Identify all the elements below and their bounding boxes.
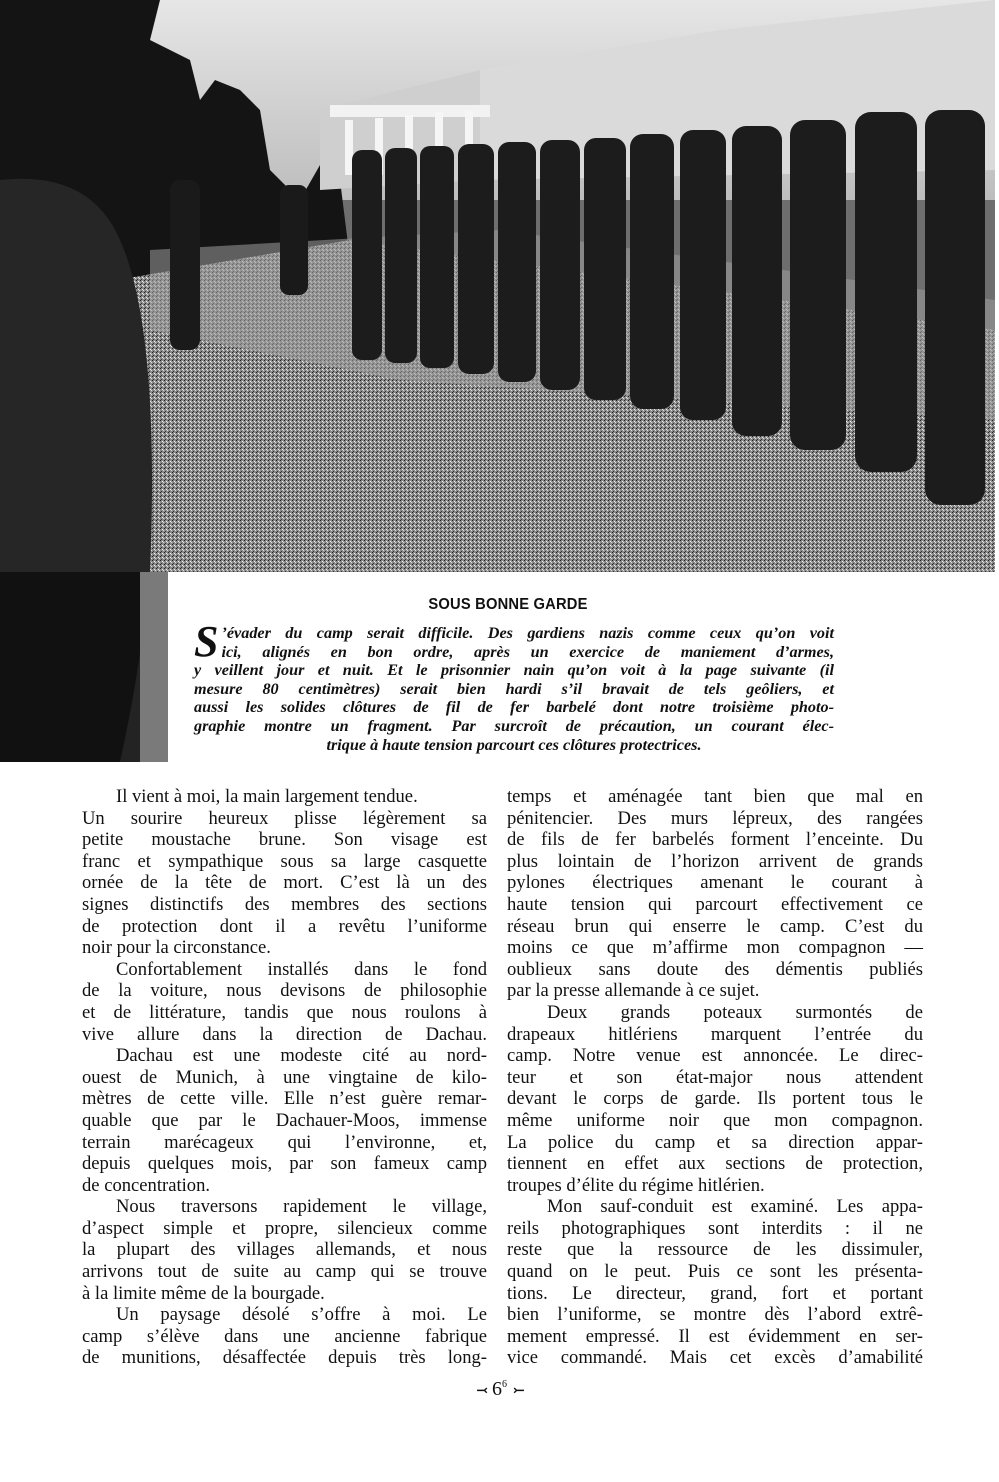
guards-photograph-left-edge bbox=[0, 572, 168, 762]
text-line: vice commandé. Mais cet excès d’amabilité bbox=[507, 1347, 923, 1369]
page-number-superscript: 6 bbox=[502, 1379, 507, 1390]
text-line: Un sourire heureux plisse légèrement sa bbox=[82, 807, 487, 829]
text-line: Confortablement installés dans le fond bbox=[116, 958, 487, 980]
caption-line: graphie montre un fragment. Par surcroît de précaution, un courant élec- bbox=[194, 716, 834, 735]
text-line: Deux grands poteaux surmontés de bbox=[547, 1001, 923, 1023]
page-number bbox=[0, 1378, 999, 1401]
text-line: de fils de fer barbelés forment l’enceinte. Du bbox=[507, 829, 923, 851]
guards-photograph bbox=[0, 0, 995, 572]
text-line: reste que la ressource de les dissimuler, bbox=[507, 1239, 923, 1261]
text-line: haute tension qui parcourt effectivement ce bbox=[507, 893, 923, 915]
text-line: terrain marécageux qui l’environne, et, bbox=[82, 1131, 487, 1153]
text-line: drapeaux hitlériens marquent l’entrée du bbox=[507, 1023, 923, 1045]
caption-line: ’évader du camp serait difficile. Des gardiens nazis comme ceux qu’on voit bbox=[221, 624, 834, 642]
caption-line: aussi les solides clôtures de fil de fer barbelé dont notre troisième photo- bbox=[194, 698, 834, 717]
text-line: pylones électriques amenant le courant à bbox=[507, 872, 923, 894]
text-line: petite moustache brune. Son visage est bbox=[82, 829, 487, 851]
text-line: troupes d’élite du régime hitlérien. bbox=[507, 1174, 765, 1196]
text-line: noir pour la circonstance. bbox=[82, 937, 271, 959]
text-line: vive allure dans la direction de Dachau. bbox=[82, 1023, 487, 1045]
text-line: plus lointain de l’horizon arrivent de grands bbox=[507, 850, 923, 872]
photograph-icon bbox=[0, 0, 995, 572]
text-line: reils photographiques sont interdits : il ne bbox=[507, 1217, 923, 1239]
text-line: Il vient à moi, la main largement tendue. bbox=[116, 786, 418, 807]
text-line: arrivons tout de suite au camp qui se trouve bbox=[82, 1261, 487, 1283]
text-line: de la voiture, nous devisons de philosophie bbox=[82, 980, 487, 1002]
text-line: franc et sympathique sous sa large casquette bbox=[82, 850, 487, 872]
text-line: ornée de la tête de mort. C’est là un des bbox=[82, 872, 487, 894]
text-line: quable que par le Dachauer-Moos, immense bbox=[82, 1109, 487, 1131]
caption-title: SOUS BONNE GARDE bbox=[428, 596, 588, 613]
photograph-icon bbox=[0, 572, 168, 762]
text-line: camp s’élève dans une ancienne fabrique bbox=[82, 1325, 487, 1347]
text-line: de concentration. bbox=[82, 1174, 211, 1196]
text-line: camp. Notre venue est annoncée. Le direc- bbox=[507, 1045, 923, 1067]
text-line: temps et aménagée tant bien que mal en bbox=[507, 786, 923, 807]
text-line: signes distinctifs des membres des sections bbox=[82, 893, 487, 915]
text-line: Dachau est une modeste cité au nord- bbox=[116, 1045, 487, 1067]
text-line: La police du camp et sa direction appar- bbox=[507, 1131, 923, 1153]
text-line: Un paysage désolé s’offre à moi. Le bbox=[116, 1304, 487, 1326]
text-line: même uniforme noir que mon compagnon. bbox=[507, 1109, 923, 1131]
text-line: réseau brun qui enserre le camp. C’est du bbox=[507, 915, 923, 937]
text-line: Mon sauf-conduit est examiné. Les appa- bbox=[547, 1196, 923, 1218]
page-number-value: 6 bbox=[492, 1378, 502, 1400]
text-line: la plupart des villages allemands, et nous bbox=[82, 1239, 487, 1261]
text-line: d’aspect simple et propre, silencieux comme bbox=[82, 1217, 487, 1239]
caption-line: ici, alignés en bon ordre, après un exercice de maniement d’armes, bbox=[221, 642, 834, 661]
text-line: tiennent en effet aux sections de protection, bbox=[507, 1153, 923, 1175]
caption-line: trique à haute tension parcourt ces clôtures protectrices. bbox=[326, 735, 702, 754]
text-line: depuis quelques mois, par son fameux camp bbox=[82, 1153, 487, 1175]
ornament-right-icon: ⤚ bbox=[513, 1384, 523, 1399]
text-line: de protection dont il a revêtu l’uniforme bbox=[82, 915, 487, 937]
text-line: pénitencier. Des murs lépreux, des rangées bbox=[507, 807, 923, 829]
text-line: devant le corps de garde. Ils portent tous le bbox=[507, 1088, 923, 1110]
article-column-left bbox=[82, 786, 487, 1369]
text-line: de munitions, désaffectée depuis très long- bbox=[82, 1347, 487, 1369]
text-line: Nous traversons rapidement le village, bbox=[116, 1196, 487, 1218]
text-line: et de littérature, tandis que nous roulons à bbox=[82, 1001, 487, 1023]
drop-cap: S bbox=[194, 617, 219, 666]
photo-caption bbox=[168, 572, 848, 772]
text-line: tions. Le directeur, grand, fort et portant bbox=[507, 1282, 923, 1304]
caption-line: mesure 80 centimètres) serait bien hardi s’il bravait de tels geôliers, et bbox=[194, 679, 834, 698]
text-line: quand on le peut. Puis ce sont les présenta- bbox=[507, 1261, 923, 1283]
caption-body bbox=[194, 617, 834, 754]
text-line: par la presse allemande à ce sujet. bbox=[507, 980, 760, 1002]
caption-line: y veillent jour et nuit. Et le prisonnier nain qu’on voit à la page suivante (il bbox=[194, 661, 834, 680]
text-line: bien l’uniforme, se montre dès l’abord extrê- bbox=[507, 1304, 923, 1326]
text-line: teur et son état-major nous attendent bbox=[507, 1066, 923, 1088]
text-line: mètres de cette ville. Elle n’est guère remar- bbox=[82, 1088, 487, 1110]
text-line: ouest de Munich, à une vingtaine de kilo- bbox=[82, 1066, 487, 1088]
text-line: moins ce que m’affirme mon compagnon — bbox=[507, 937, 923, 959]
article-column-right bbox=[507, 786, 923, 1369]
text-line: mement empressé. Il est évidemment en ser- bbox=[507, 1325, 923, 1347]
ornament-left-icon: ⤙ bbox=[476, 1384, 486, 1399]
text-line: à la limite même de la bourgade. bbox=[82, 1282, 325, 1304]
text-line: oublieux sans doute des démentis publiés bbox=[507, 958, 923, 980]
